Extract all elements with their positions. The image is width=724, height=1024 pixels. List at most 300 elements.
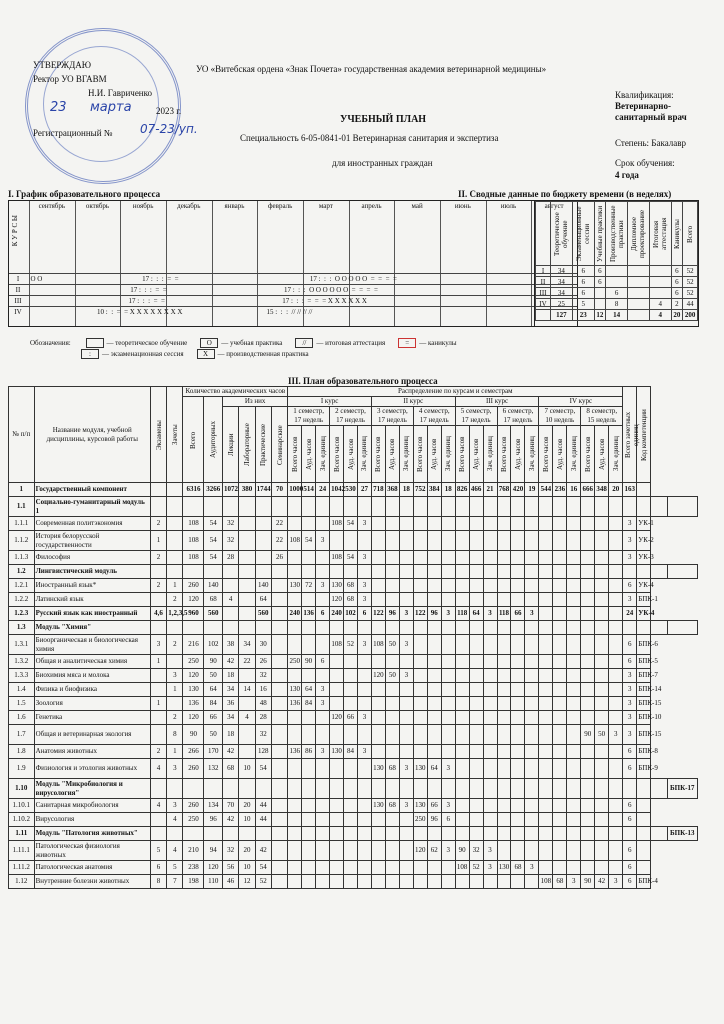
row-cell: 3 — [609, 725, 623, 745]
row-cell: 250 — [183, 813, 204, 827]
row-exams: 4 — [150, 799, 166, 813]
row-cell — [413, 497, 427, 517]
row-cell — [371, 579, 385, 593]
row-cell — [553, 607, 567, 621]
summary-cell — [536, 310, 551, 321]
legend — [30, 338, 457, 360]
row-cell — [567, 565, 581, 579]
row-cell — [427, 551, 441, 565]
row-cell — [595, 745, 609, 759]
summary-header — [627, 202, 649, 266]
row-cell — [358, 669, 372, 683]
row-cell — [651, 827, 667, 841]
row-name: Общая и ветеринарная экология — [34, 725, 150, 745]
row-cell — [637, 841, 651, 861]
summary-header-text: Экзаменационные сессии — [575, 206, 592, 261]
row-cell — [441, 683, 455, 697]
row-cell: 3 — [399, 799, 413, 813]
row-cell: 3 — [316, 683, 330, 697]
row-cell — [581, 813, 595, 827]
row-cell — [316, 725, 330, 745]
row-credits — [167, 655, 183, 669]
row-cell — [581, 607, 595, 621]
row-cell — [469, 621, 483, 635]
row-cell — [371, 841, 385, 861]
row-cell: 238 — [183, 861, 204, 875]
summary-header — [649, 202, 671, 266]
row-cell: 32 — [255, 725, 271, 745]
header-total-text: Всего — [189, 430, 198, 449]
month-label: август — [544, 202, 564, 210]
row-cell — [239, 579, 255, 593]
header-sub — [539, 426, 553, 483]
row-cell — [413, 621, 427, 635]
schedule-course: I — [16, 275, 20, 283]
row-cell — [239, 517, 255, 531]
row-cell — [255, 531, 271, 551]
row-cell — [288, 711, 302, 725]
row-cell: 20 — [609, 483, 623, 497]
row-cell — [183, 621, 204, 635]
row-num: 1.5 — [9, 697, 35, 711]
row-cell — [316, 779, 330, 799]
row-cell: 64 — [204, 683, 223, 697]
row-cell — [483, 799, 497, 813]
plan-row — [9, 483, 698, 497]
row-cell: 198 — [183, 875, 204, 889]
legend-item — [194, 350, 309, 358]
row-cell — [581, 593, 595, 607]
row-cell — [553, 799, 567, 813]
row-cell — [427, 745, 441, 759]
row-cell: 94 — [204, 841, 223, 861]
summary-header-text: Всего — [686, 224, 695, 243]
row-cell — [399, 531, 413, 551]
row-cell — [358, 799, 372, 813]
row-cell: 54 — [344, 517, 358, 531]
row-cell — [255, 497, 271, 517]
row-cell — [302, 669, 316, 683]
row-cell: 3 — [358, 711, 372, 725]
row-cell — [427, 621, 441, 635]
row-name: Модуль "Патология животных" — [34, 827, 150, 841]
row-competence — [667, 565, 697, 579]
row-cell: 6 — [316, 607, 330, 621]
row-cell: 118 — [497, 607, 511, 621]
summary-cell — [649, 288, 671, 299]
registration-number: 07-23/уп. — [140, 122, 198, 136]
legend-label: Обозначения: — [30, 339, 71, 347]
legend-symbol: = — [398, 338, 416, 348]
row-cell — [427, 565, 441, 579]
row-cell — [539, 861, 553, 875]
row-cell: 27 — [358, 483, 372, 497]
row-cell — [609, 565, 623, 579]
row-cell: 66 — [427, 799, 441, 813]
row-cell — [609, 551, 623, 565]
row-cell — [483, 517, 497, 531]
row-cell: 3 — [316, 579, 330, 593]
row-cell — [595, 655, 609, 669]
row-cell — [581, 711, 595, 725]
row-cell: 266 — [183, 745, 204, 759]
summary-row — [536, 288, 698, 299]
row-cell: 14 — [239, 683, 255, 697]
row-cell: 128 — [255, 745, 271, 759]
row-num: 1.11.2 — [9, 861, 35, 875]
row-cell — [483, 683, 497, 697]
row-cell — [525, 697, 539, 711]
row-cell — [344, 875, 358, 889]
plan-row — [9, 813, 698, 827]
row-cell — [525, 669, 539, 683]
row-cell — [637, 483, 651, 497]
row-num: 1.2.3 — [9, 607, 35, 621]
row-cell: 84 — [344, 745, 358, 759]
row-cell: 768 — [497, 483, 511, 497]
row-exams — [150, 483, 166, 497]
summary-cell: 34 — [551, 277, 573, 288]
row-cell — [399, 875, 413, 889]
header-hours: Количество академических часов — [183, 387, 288, 397]
row-cell — [413, 593, 427, 607]
summary-cell: 34 — [551, 266, 573, 277]
row-num: 1.1 — [9, 497, 35, 517]
row-cell: 136 — [302, 607, 316, 621]
row-cell — [358, 683, 372, 697]
row-cell — [302, 725, 316, 745]
row-cell — [302, 635, 316, 655]
row-cell — [204, 565, 223, 579]
row-cell: 170 — [204, 745, 223, 759]
header-sub-text: Ауд. часов — [346, 438, 355, 470]
header-course: IV курс — [539, 397, 623, 407]
header-name: Название модуля, учебной дисциплины, курсовой работы — [34, 387, 150, 483]
row-cell — [441, 621, 455, 635]
row-cell — [371, 813, 385, 827]
row-cell — [525, 683, 539, 697]
month-label: январь — [224, 202, 245, 210]
row-cell — [302, 517, 316, 531]
row-cell — [455, 813, 469, 827]
row-cell — [316, 669, 330, 683]
row-cell — [399, 711, 413, 725]
row-cell: 26 — [271, 551, 287, 565]
row-cell: 560 — [255, 607, 271, 621]
row-cell — [413, 579, 427, 593]
month-label: июнь — [454, 202, 471, 210]
row-cell — [204, 779, 223, 799]
row-cell: 3 — [358, 745, 372, 759]
row-cell: 108 — [183, 551, 204, 565]
row-cell — [344, 813, 358, 827]
row-cell — [539, 579, 553, 593]
row-cell — [623, 779, 637, 799]
row-cell — [525, 711, 539, 725]
legend-item — [78, 350, 184, 358]
summary-cell: 20 — [671, 310, 683, 321]
row-cell — [609, 517, 623, 531]
row-name: Патологическая анатомия — [34, 861, 150, 875]
row-cell: 32 — [223, 531, 239, 551]
row-cell — [358, 725, 372, 745]
row-cell — [455, 531, 469, 551]
row-cell: 752 — [413, 483, 427, 497]
summary-header — [606, 202, 628, 266]
summary-cell: 5 — [572, 299, 594, 310]
row-cell — [358, 779, 372, 799]
row-cell — [497, 759, 511, 779]
row-cell — [271, 593, 287, 607]
row-cell — [595, 517, 609, 531]
row-cell: 34 — [223, 683, 239, 697]
row-cell: 3 — [623, 593, 637, 607]
row-cell — [609, 579, 623, 593]
document-title: УЧЕБНЫЙ ПЛАН — [340, 114, 427, 125]
row-cell: 21 — [483, 483, 497, 497]
row-cell: 90 — [302, 655, 316, 669]
row-cell — [581, 551, 595, 565]
row-cell: 16 — [255, 683, 271, 697]
row-cell: 50 — [204, 725, 223, 745]
row-credits: 2 — [167, 711, 183, 725]
row-cell — [271, 711, 287, 725]
row-exams: 2 — [150, 579, 166, 593]
row-cell: 3 — [483, 607, 497, 621]
row-cell: 38 — [223, 635, 239, 655]
row-cell — [316, 827, 330, 841]
row-exams: 4,6 — [150, 607, 166, 621]
row-cell — [623, 621, 637, 635]
row-cell — [567, 517, 581, 531]
row-num: 1.3.3 — [9, 669, 35, 683]
row-cell: 3 — [441, 607, 455, 621]
row-cell — [497, 531, 511, 551]
row-exams — [150, 813, 166, 827]
row-cell — [609, 593, 623, 607]
row-cell — [441, 669, 455, 683]
row-cell — [316, 813, 330, 827]
row-cell — [539, 635, 553, 655]
row-cell: 1042 — [330, 483, 344, 497]
row-cell — [441, 711, 455, 725]
row-cell — [288, 875, 302, 889]
row-cell — [581, 669, 595, 683]
row-cell — [595, 593, 609, 607]
row-credits — [167, 551, 183, 565]
row-cell — [567, 745, 581, 759]
row-cell — [441, 655, 455, 669]
row-cell — [330, 697, 344, 711]
row-cell — [316, 711, 330, 725]
row-cell — [595, 551, 609, 565]
row-cell: 32 — [469, 841, 483, 861]
row-cell — [567, 531, 581, 551]
summary-header — [551, 202, 573, 266]
row-cell — [595, 861, 609, 875]
row-cell — [399, 565, 413, 579]
row-cell — [553, 635, 567, 655]
header-sub — [330, 426, 344, 483]
row-cell — [525, 655, 539, 669]
summary-cell — [606, 277, 628, 288]
row-cell — [223, 565, 239, 579]
row-exams: 6 — [150, 861, 166, 875]
row-cell — [525, 565, 539, 579]
row-cell — [358, 497, 372, 517]
row-credits: 3 — [167, 669, 183, 683]
row-cell — [595, 531, 609, 551]
row-cell: 36 — [223, 697, 239, 711]
summary-cell: 6 — [572, 288, 594, 299]
row-cell — [302, 875, 316, 889]
header-sub-text: Зач. единиц — [318, 436, 327, 472]
row-cell: 22 — [271, 531, 287, 551]
row-cell — [330, 759, 344, 779]
row-cell — [271, 725, 287, 745]
summary-header — [671, 202, 683, 266]
row-credits: 5 — [167, 861, 183, 875]
row-cell — [497, 813, 511, 827]
row-cell — [302, 799, 316, 813]
row-cell: 826 — [455, 483, 469, 497]
plan-row — [9, 621, 698, 635]
header-sub — [469, 426, 483, 483]
row-credits: 2 — [167, 593, 183, 607]
header-semester: 8 семестр, 15 недель — [581, 407, 623, 426]
row-cell — [497, 655, 511, 669]
row-cell — [302, 759, 316, 779]
row-cell: 3 — [623, 551, 637, 565]
row-cell: 32 — [223, 841, 239, 861]
row-cell — [637, 497, 651, 517]
row-cell: 108 — [183, 517, 204, 531]
row-cell — [223, 497, 239, 517]
header-sub-text: Всего часов — [332, 436, 341, 472]
audience: для иностранных граждан — [332, 158, 433, 168]
row-credits — [167, 621, 183, 635]
row-cell — [511, 875, 525, 889]
row-cell: 24 — [623, 607, 637, 621]
header-aud — [204, 397, 223, 483]
row-cell — [595, 635, 609, 655]
row-cell: 52 — [469, 861, 483, 875]
plan-row — [9, 579, 698, 593]
row-exams: 8 — [150, 875, 166, 889]
row-cell — [455, 593, 469, 607]
header-sub-text: Зач. единиц — [569, 436, 578, 472]
row-cell — [553, 841, 567, 861]
row-name: Латинский язык — [34, 593, 150, 607]
plan-row — [9, 799, 698, 813]
row-cell — [455, 683, 469, 697]
header-sub-text: Зач. единиц — [611, 436, 620, 472]
row-cell: 6 — [316, 655, 330, 669]
row-cell: 54 — [204, 531, 223, 551]
row-name: Анатомия животных — [34, 745, 150, 759]
row-cell — [427, 517, 441, 531]
row-cell — [288, 725, 302, 745]
header-course: II курс — [371, 397, 455, 407]
row-cell: 3 — [525, 861, 539, 875]
header-prac-text: Практические — [259, 423, 268, 466]
header-lect — [223, 407, 239, 483]
header-sem — [271, 407, 287, 483]
row-cell: 64 — [469, 607, 483, 621]
legend-text: — каникулы — [419, 339, 457, 347]
row-cell: 3 — [623, 683, 637, 697]
row-cell — [399, 655, 413, 669]
summary-cell — [594, 288, 606, 299]
row-cell: 6 — [623, 579, 637, 593]
row-cell: БПК-5 — [637, 655, 651, 669]
row-cell: 62 — [427, 841, 441, 861]
row-cell — [469, 779, 483, 799]
row-cell: 42 — [223, 655, 239, 669]
row-cell — [427, 655, 441, 669]
row-cell — [567, 841, 581, 861]
row-cell — [469, 579, 483, 593]
row-cell — [567, 669, 581, 683]
row-cell — [427, 593, 441, 607]
approval-label: УТВЕРЖДАЮ — [33, 60, 92, 70]
row-cell — [441, 827, 455, 841]
row-cell — [413, 635, 427, 655]
row-cell — [288, 565, 302, 579]
row-cell — [595, 759, 609, 779]
row-cell: 122 — [413, 607, 427, 621]
header-sub — [385, 426, 399, 483]
legend-text: — теоретическое обучение — [106, 339, 188, 347]
row-cell — [469, 875, 483, 889]
row-cell — [371, 655, 385, 669]
row-num: 1.2.2 — [9, 593, 35, 607]
row-cell: 130 — [371, 759, 385, 779]
header-sub-text: Зач. единиц — [402, 436, 411, 472]
row-cell — [413, 669, 427, 683]
row-cell — [609, 655, 623, 669]
row-cell — [567, 621, 581, 635]
row-cell — [330, 531, 344, 551]
row-cell: 530 — [344, 483, 358, 497]
row-cell — [469, 725, 483, 745]
row-cell: 236 — [553, 483, 567, 497]
month-label: октябрь — [85, 202, 110, 210]
summary-cell — [627, 277, 649, 288]
row-cell — [553, 759, 567, 779]
row-cell — [302, 621, 316, 635]
row-cell: 3 — [358, 551, 372, 565]
row-cell: 102 — [204, 635, 223, 655]
row-cell — [399, 551, 413, 565]
row-cell: 368 — [385, 483, 399, 497]
month-label: май — [411, 202, 423, 210]
row-cell: 130 — [413, 799, 427, 813]
row-cell — [609, 813, 623, 827]
row-credits: 2 — [167, 635, 183, 655]
summary-cell: 6 — [671, 288, 683, 299]
row-name: Русский язык как иностранный — [34, 607, 150, 621]
row-cell — [567, 861, 581, 875]
row-cell — [427, 725, 441, 745]
header-sub-text: Всего часов — [500, 436, 508, 472]
row-cell: 96 — [427, 607, 441, 621]
header-semester: 4 семестр, 17 недель — [413, 407, 455, 426]
row-cell: 120 — [371, 669, 385, 683]
summary-header — [572, 202, 594, 266]
row-cell: 718 — [371, 483, 385, 497]
header-distribution: Распределение по курсам и семестрам — [288, 387, 623, 397]
